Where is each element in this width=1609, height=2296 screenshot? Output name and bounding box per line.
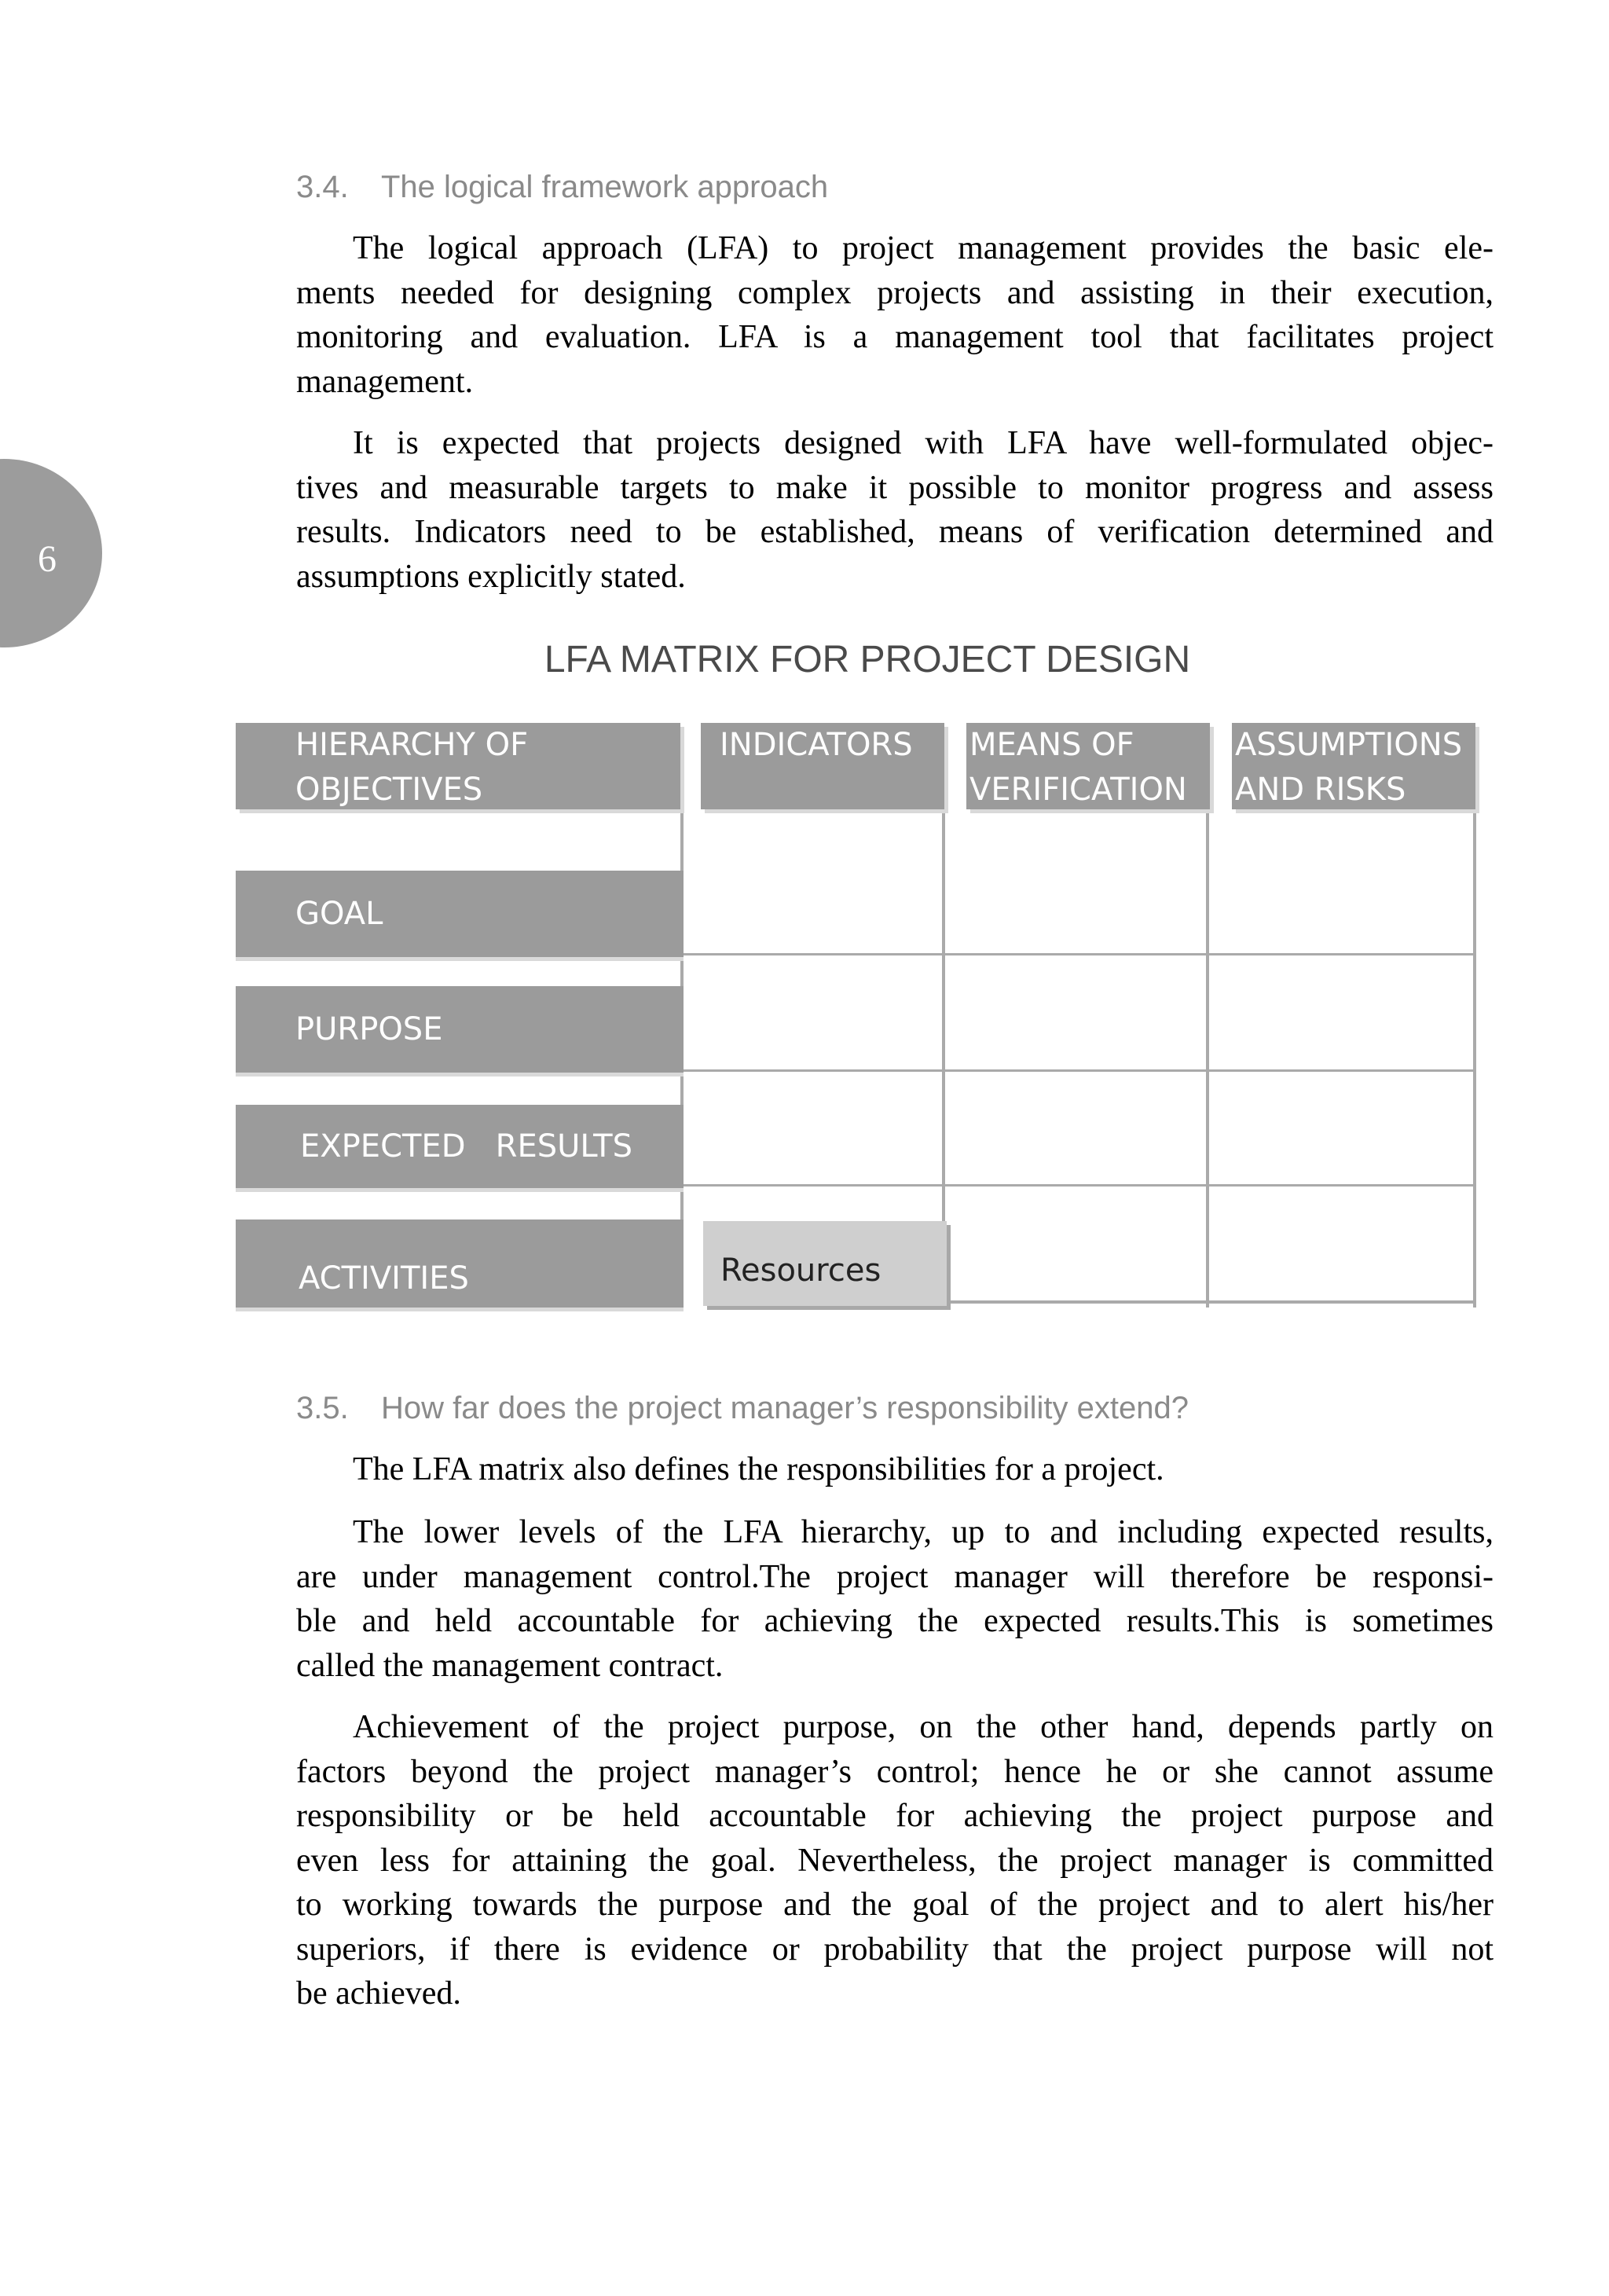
text-line: be achieved.	[296, 1975, 461, 2012]
text-line: factors beyond the project manager’s control; hence he or she cannot assume	[296, 1753, 1494, 1790]
grid-line	[680, 1069, 1476, 1072]
grid-line	[1473, 808, 1476, 1308]
grid-line	[945, 1300, 1476, 1304]
header-hierarchy-of-objectives	[236, 723, 680, 809]
grid-line	[680, 1184, 1476, 1187]
section-heading-3-4	[296, 170, 828, 205]
paragraph-lfa-intro	[296, 226, 1494, 404]
header-line: HIERARCHY OF	[295, 727, 529, 763]
text-line: even less for attaining the goal. Nevertheless, the project manager is committed	[296, 1842, 1494, 1879]
section-heading-3-5	[296, 1391, 1189, 1426]
header-line: ASSUMPTIONS	[1235, 727, 1463, 763]
matrix-title: LFA MATRIX FOR PROJECT DESIGN	[544, 639, 1191, 680]
grid-line	[680, 953, 1476, 955]
page-number: 6	[38, 538, 57, 580]
header-line: MEANS OF	[969, 727, 1134, 763]
text-line: to working towards the purpose and the goal of the project and to alert his/her	[296, 1887, 1494, 1923]
text-line: monitoring and evaluation. LFA is a management tool that facilitates project	[296, 319, 1494, 355]
text-line: management.	[296, 363, 474, 400]
section-title: The logical framework approach	[381, 170, 829, 204]
text-line: It is expected that projects designed with LFA have well-formulated objec-	[353, 425, 1494, 461]
text-line: responsibility or be held accountable for achieving the project purpose and	[296, 1798, 1494, 1834]
header-indicators	[701, 723, 944, 809]
paragraph-project-purpose	[296, 1705, 1494, 2016]
text-line: The LFA matrix also defines the responsibilities for a project.	[353, 1451, 1164, 1487]
row-label-text: GOAL	[295, 896, 383, 932]
section-number: 3.4.	[296, 170, 349, 204]
text-line: superiors, if there is evidence or probability that the project purpose will not	[296, 1931, 1494, 1968]
text-line: The lower levels of the LFA hierarchy, up to and including expected results,	[353, 1514, 1494, 1550]
text-line: assumptions explicitly stated.	[296, 558, 686, 595]
row-label-activities	[236, 1220, 684, 1308]
row-label-text: EXPECTED RESULTS	[300, 1128, 632, 1165]
row-label-purpose	[236, 986, 684, 1073]
header-means-of-verification	[966, 723, 1210, 809]
row-label-expected-results	[236, 1105, 684, 1188]
grid-line	[1206, 808, 1209, 1308]
header-assumptions-and-risks	[1232, 723, 1475, 809]
row-label-text: PURPOSE	[295, 1011, 443, 1047]
paragraph-management-control	[296, 1510, 1494, 1688]
paragraph-responsibilities	[296, 1447, 1494, 1492]
text-line: are under management control.The project manager will therefore be responsi-	[296, 1558, 1494, 1595]
header-line: OBJECTIVES	[295, 772, 483, 808]
text-line: ments needed for designing complex projects and assisting in their execution,	[296, 274, 1494, 311]
row-label-goal	[236, 871, 684, 957]
text-line: tives and measurable targets to make it possible to monitor progress and assess	[296, 469, 1494, 506]
section-number: 3.5.	[296, 1391, 349, 1425]
header-line: AND RISKS	[1235, 772, 1406, 808]
text-line: ble and held accountable for achieving the expected results.This is sometimes	[296, 1603, 1494, 1639]
text-line: Achievement of the project purpose, on the other hand, depends partly on	[353, 1709, 1494, 1745]
paragraph-lfa-expectations	[296, 421, 1494, 599]
text-line: called the management contract.	[296, 1647, 724, 1684]
resources-cell: Resources	[703, 1221, 947, 1306]
section-title: How far does the project manager’s responsibility extend?	[381, 1391, 1189, 1425]
text-line: results. Indicators need to be established, means of verification determined and	[296, 514, 1494, 550]
row-label-text: ACTIVITIES	[299, 1260, 469, 1297]
header-line: INDICATORS	[720, 727, 913, 763]
text-line: The logical approach (LFA) to project management provides the basic ele-	[353, 230, 1494, 266]
header-line: VERIFICATION	[969, 772, 1187, 808]
